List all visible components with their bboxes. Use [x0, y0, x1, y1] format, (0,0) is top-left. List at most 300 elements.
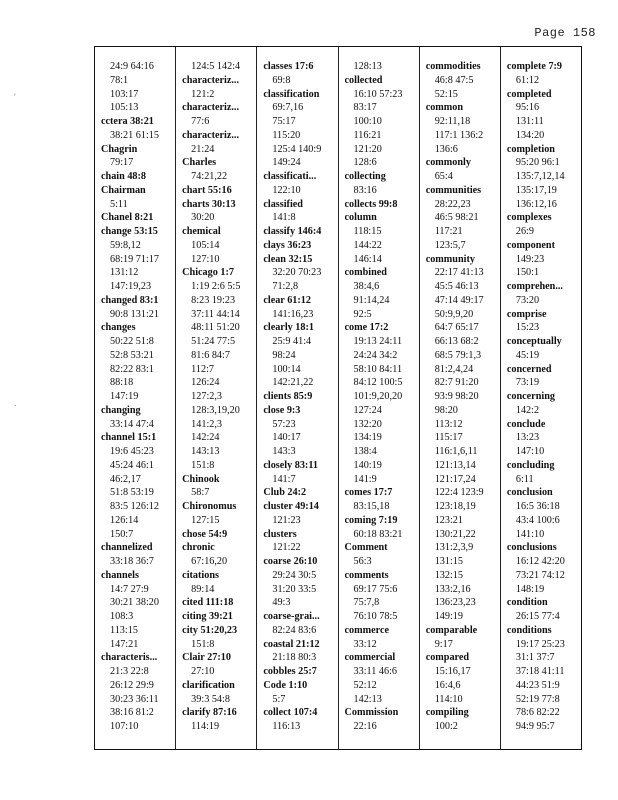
index-page-refs: 128:13 — [353, 61, 382, 72]
index-page-refs: 69:8 — [272, 74, 291, 86]
index-page-refs: 46:8 47:5 — [434, 74, 474, 86]
index-headword: comments — [344, 569, 389, 581]
index-page-refs: 47:14 49:17 — [434, 294, 484, 306]
index-page-refs: 58:10 84:11 — [353, 363, 403, 375]
index-page-refs: 88:18 — [110, 377, 134, 389]
index-page-refs: 114:19 — [191, 721, 220, 732]
index-headword: changed 83:1 — [101, 294, 159, 306]
index-page-refs: 121:13,14 — [434, 459, 476, 471]
index-headword: collecting — [344, 171, 386, 182]
index-page-refs: 6:11 — [515, 473, 534, 485]
index-page-refs: 98:20 — [434, 404, 458, 416]
index-headword: conclusions — [506, 542, 557, 554]
index-page-refs: 92:5 — [353, 308, 372, 320]
index-page-refs: 100:14 — [272, 363, 301, 375]
index-page-refs: 16:5 36:18 — [515, 501, 560, 512]
index-page-refs: 121:17,24 — [434, 473, 476, 485]
index-page-refs: 136:23,23 — [434, 597, 476, 609]
index-page-refs: 33:14 47:4 — [110, 418, 154, 430]
index-page-refs: 115:20 — [272, 129, 301, 141]
index-headword: Chairman — [101, 184, 146, 196]
index-page-refs: 126:14 — [110, 514, 139, 526]
index-headword: clients 85:9 — [263, 391, 313, 402]
index-page-refs: 26:12 29:9 — [110, 679, 154, 691]
index-page-refs: 14:7 27:9 — [110, 583, 149, 595]
index-page-refs: 5:11 — [110, 198, 128, 210]
index-page-refs: 56:3 — [353, 556, 372, 567]
index-headword: condition — [506, 597, 548, 609]
index-page-refs: 58:7 — [191, 487, 210, 499]
index-headword: component — [506, 239, 555, 251]
index-page-refs: 68:19 71:17 — [110, 253, 159, 265]
index-headword: clarification — [182, 679, 235, 691]
index-headword: commercial — [344, 652, 396, 664]
index-headword: collected — [344, 74, 383, 86]
index-headword: characteris... — [101, 652, 158, 664]
index-headword: chose 54:9 — [182, 528, 228, 540]
index-headword: cctera 38:21 — [101, 116, 154, 127]
index-page-refs: 82:24 83:6 — [272, 624, 317, 636]
index-page-refs: 30:21 38:20 — [110, 597, 159, 609]
index-headword: coming 7:19 — [344, 514, 398, 526]
index-page-refs: 128:6 — [353, 157, 377, 169]
index-page-refs: 105:14 — [191, 239, 220, 251]
index-headword: classificati... — [263, 171, 317, 182]
index-page-refs: 60:18 83:21 — [353, 528, 403, 540]
index-headword: completion — [506, 143, 555, 155]
index-page-refs: 113:12 — [434, 418, 463, 430]
index-headword: comprehen... — [506, 281, 563, 292]
index-page-refs: 142:2 — [515, 404, 540, 416]
index-page-refs: 105:13 — [110, 102, 139, 114]
index-page-refs: 90:8 131:21 — [110, 308, 159, 320]
index-headword: commonly — [425, 157, 471, 169]
index-page-refs: 130:21,22 — [434, 528, 476, 540]
index-page-refs: 46:2,17 — [110, 473, 141, 485]
index-page-refs: 91:14,24 — [353, 294, 390, 306]
index-page-refs: 131:12 — [110, 267, 139, 279]
index-page-refs: 38:16 81:2 — [110, 707, 154, 719]
index-headword: citing 39:21 — [182, 611, 233, 622]
index-page-refs: 16:12 42:20 — [515, 556, 565, 567]
index-page-refs: 77:6 — [191, 116, 210, 127]
index-page-refs: 81:2,4,24 — [434, 363, 474, 375]
index-headword: closely 83:11 — [263, 459, 318, 471]
index-page-refs: 22:17 41:13 — [434, 267, 484, 279]
index-page-refs: 43:4 100:6 — [515, 514, 560, 526]
index-page-refs: 15:23 — [515, 322, 540, 334]
index-page-refs: 15:16,17 — [434, 666, 471, 677]
index-page-refs: 82:7 91:20 — [434, 377, 479, 389]
index-page-refs: 113:15 — [110, 624, 138, 636]
index-page-refs: 44:23 51:9 — [515, 679, 560, 691]
index-page-refs: 131:11 — [515, 116, 544, 127]
index-page-refs: 52:8 53:21 — [110, 349, 154, 361]
margin-tick: ' — [14, 92, 16, 102]
index-page-refs: 121:2 — [191, 88, 215, 100]
index-page-refs: 83:17 — [353, 102, 377, 114]
index-headword: classify 146:4 — [263, 226, 322, 237]
index-page-refs: 147:19 — [110, 391, 139, 402]
index-headword: conditions — [506, 624, 552, 636]
index-headword: conceptually — [506, 336, 562, 347]
index-page-refs: 132:15 — [434, 569, 463, 581]
index-page-refs: 132:20 — [353, 418, 382, 430]
index-page-refs: 26:9 — [515, 226, 534, 237]
index-headword: clear 61:12 — [263, 294, 311, 306]
index-page-refs: 92:11,18 — [434, 116, 471, 127]
index-page-refs: 37:18 41:11 — [515, 666, 565, 677]
index-page-refs: 98:24 — [272, 349, 296, 361]
index-page-refs: 31:1 37:7 — [515, 652, 555, 664]
index-headword: Chinook — [182, 473, 220, 485]
index-headword: cluster 49:14 — [263, 501, 319, 512]
index-page-refs: 27:10 — [191, 666, 215, 677]
index-headword: channelized — [101, 542, 153, 554]
index-page-refs: 67:16,20 — [191, 556, 228, 567]
index-headword: Chanel 8:21 — [101, 212, 154, 224]
index-page-refs: 69:7,16 — [272, 102, 304, 114]
index-page-refs: 150:7 — [110, 528, 134, 540]
index-page-refs: 112:7 — [191, 363, 214, 375]
index-page-refs: 78:6 82:22 — [515, 707, 560, 719]
index-headword: Comment — [344, 542, 388, 554]
index-page-refs: 37:11 44:14 — [191, 308, 240, 320]
index-headword: Clair 27:10 — [182, 652, 231, 664]
index-page-refs: 122:4 123:9 — [434, 487, 484, 499]
index-page-refs: 76:10 78:5 — [353, 611, 398, 622]
index-headword: collects 99:8 — [344, 198, 398, 210]
index-page-refs: 46:5 98:21 — [434, 212, 479, 224]
index-headword: cited 111:18 — [182, 597, 234, 609]
index-page-refs: 123:18,19 — [434, 501, 476, 512]
index-page-refs: 52:12 — [353, 679, 377, 691]
index-headword: citations — [182, 569, 219, 581]
index-headword: come 17:2 — [344, 322, 389, 334]
index-page-refs: 57:23 — [272, 418, 296, 430]
index-page-refs: 24:24 34:2 — [353, 349, 398, 361]
index-page-refs: 126:24 — [191, 377, 220, 389]
index-page-refs: 38:4,6 — [353, 281, 380, 292]
index-page-refs: 131:15 — [434, 556, 463, 567]
index-page-refs: 116:13 — [272, 721, 301, 732]
index-page-refs: 73:19 — [515, 377, 540, 389]
index-headword: commodities — [425, 61, 481, 72]
index-column-2 — [175, 47, 256, 749]
index-headword: compiling — [425, 707, 469, 719]
index-page-refs: 82:22 83:1 — [110, 363, 154, 375]
index-headword: coastal 21:12 — [263, 638, 320, 650]
index-page-refs: 5:7 — [272, 693, 286, 705]
index-page-refs: 116:1,6,11 — [434, 446, 478, 457]
margin-tick: . — [14, 398, 17, 408]
index-page-refs: 116:21 — [353, 129, 382, 141]
index-headword: conclusion — [506, 487, 553, 499]
index-page-refs: 21:18 80:3 — [272, 652, 317, 664]
index-page-refs: 136:6 — [434, 143, 458, 155]
index-page-refs: 107:10 — [110, 721, 139, 732]
index-page-refs: 100:2 — [434, 721, 458, 732]
index-page-refs: 135:17,19 — [515, 184, 557, 196]
index-page-refs: 9:17 — [434, 638, 453, 650]
index-page-refs: 142:24 — [191, 432, 220, 444]
index-headword: characteriz... — [182, 102, 240, 114]
index-headword: communities — [425, 184, 482, 196]
index-page-refs: 149:19 — [434, 611, 463, 622]
index-page-refs: 127:24 — [353, 404, 382, 416]
index-page-refs: 142:21,22 — [272, 377, 314, 389]
index-headword: changes — [101, 322, 136, 334]
index-headword: clusters — [263, 528, 297, 540]
index-headword: Club 24:2 — [263, 487, 307, 499]
index-page-refs: 121:20 — [353, 143, 382, 155]
index-page-refs: 143:13 — [191, 446, 220, 457]
index-headword: common — [425, 102, 464, 114]
index-headword: comparable — [425, 624, 478, 636]
index-page-refs: 52:19 77:8 — [515, 693, 560, 705]
index-headword: characteriz... — [182, 74, 240, 86]
index-headword: Chicago 1:7 — [182, 267, 234, 279]
index-headword: concluding — [506, 459, 555, 471]
index-page-refs: 68:5 79:1,3 — [434, 349, 482, 361]
index-headword: clays 36:23 — [263, 239, 312, 251]
index-page-refs: 136:12,16 — [515, 198, 557, 210]
index-page-refs: 144:22 — [353, 239, 382, 251]
index-page-refs: 141:2,3 — [191, 418, 223, 430]
index-column-1 — [95, 47, 175, 749]
index-page-refs: 125:4 140:9 — [272, 143, 322, 155]
index-page-refs: 140:17 — [272, 432, 301, 444]
index-page-refs: 143:3 — [272, 446, 296, 457]
index-page-refs: 73:20 — [515, 294, 540, 306]
index-page-refs: 134:20 — [515, 129, 545, 141]
index-page-refs: 49:3 — [272, 597, 291, 609]
index-page-refs: 118:15 — [353, 226, 382, 237]
index-headword: channel 15:1 — [101, 432, 157, 444]
index-page-refs: 149:24 — [272, 157, 301, 169]
index-page-refs: 69:17 75:6 — [353, 583, 398, 595]
index-page-refs: 51:24 77:5 — [191, 336, 236, 347]
index-page-refs: 75:7,8 — [353, 597, 380, 609]
index-page-refs: 147:19,23 — [110, 281, 152, 292]
index-page-refs: 84:12 100:5 — [353, 377, 403, 389]
index-headword: close 9:3 — [263, 404, 301, 416]
index-headword: commerce — [344, 624, 390, 636]
index-page-refs: 61:12 — [515, 74, 540, 86]
index-headword: conclude — [506, 418, 546, 430]
index-page-refs: 25:9 41:4 — [272, 336, 312, 347]
index-page-refs: 30:20 — [191, 212, 215, 224]
index-page-refs: 146:14 — [353, 253, 382, 265]
index-page-refs: 71:2,8 — [272, 281, 299, 292]
index-page-refs: 16:4,6 — [434, 679, 461, 691]
index-page-refs: 29:24 30:5 — [272, 569, 317, 581]
index-page-refs: 141:10 — [515, 528, 545, 540]
index-page-refs: 101:9,20,20 — [353, 391, 403, 402]
index-column-5 — [419, 47, 500, 749]
index-page-refs: 22:16 — [353, 721, 377, 732]
index-page-refs: 150:1 — [515, 267, 540, 279]
index-headword: channels — [101, 569, 139, 581]
index-headword: city 51:20,23 — [182, 624, 238, 636]
index-page-refs: 74:21,22 — [191, 171, 228, 182]
index-headword: clean 32:15 — [263, 253, 313, 265]
index-headword: complete 7:9 — [506, 61, 563, 72]
index-page-refs: 78:1 — [110, 74, 129, 86]
index-page-refs: 89:14 — [191, 583, 215, 595]
index-page-refs: 93:9 98:20 — [434, 391, 479, 402]
index-page-refs: 8:23 19:23 — [191, 294, 236, 306]
index-page-refs: 117:21 — [434, 226, 463, 237]
index-page-refs: 141:8 — [272, 212, 296, 224]
index-page-refs: 83:15,18 — [353, 501, 390, 512]
index-headword: comes 17:7 — [344, 487, 393, 499]
index-page-refs: 24:9 64:16 — [110, 61, 154, 72]
index-page-refs: 38:21 61:15 — [110, 129, 159, 141]
index-headword: changing — [101, 404, 141, 416]
index-page-refs: 147:21 — [110, 638, 139, 650]
index-headword: completed — [506, 88, 552, 100]
index-page-refs: 33:12 — [353, 638, 377, 650]
index-page-refs: 51:8 53:19 — [110, 487, 154, 499]
index-page-refs: 32:20 70:23 — [272, 267, 322, 279]
index-page-refs: 133:2,16 — [434, 583, 471, 595]
index-page-refs: 28:22,23 — [434, 198, 471, 210]
index-page-refs: 117:1 136:2 — [434, 129, 484, 141]
index-page-refs: 50:22 51:8 — [110, 336, 154, 347]
index-page-refs: 26:15 77:4 — [515, 611, 560, 622]
index-page-refs: 142:13 — [353, 693, 382, 705]
index-headword: change 53:15 — [101, 226, 158, 237]
index-page-refs: 128:3,19,20 — [191, 404, 240, 416]
index-page-refs: 122:10 — [272, 184, 301, 196]
index-page-refs: 95:16 — [515, 102, 540, 114]
index-page-refs: 127:2,3 — [191, 391, 223, 402]
index-headword: compared — [425, 652, 470, 664]
index-page-refs: 39:3 54:8 — [191, 693, 230, 705]
index-page-refs: 131:2,3,9 — [434, 542, 474, 554]
index-headword: Commission — [344, 707, 399, 719]
index-headword: concerned — [506, 363, 552, 375]
index-page-refs: 103:17 — [110, 88, 139, 100]
index-page-refs: 16:10 57:23 — [353, 88, 403, 100]
index-page-refs: 19:6 45:23 — [110, 446, 154, 457]
index-page-refs: 83:16 — [353, 184, 377, 196]
index-page-refs: 83:5 126:12 — [110, 501, 159, 512]
index-page-refs: 50:9,9,20 — [434, 308, 474, 320]
index-headword: Code 1:10 — [263, 679, 308, 691]
index-page-refs: 33:18 36:7 — [110, 556, 154, 567]
index-page-refs: 79:17 — [110, 157, 134, 169]
index-headword: comprise — [506, 308, 547, 320]
index-headword: characteriz... — [182, 129, 240, 141]
index-headword: combined — [344, 267, 387, 279]
index-headword: chain 48:8 — [101, 171, 146, 182]
index-headword: chronic — [182, 542, 215, 554]
index-page-refs: 45:24 46:1 — [110, 459, 154, 471]
index-page-refs: 147:10 — [515, 446, 545, 457]
index-headword: coarse 26:10 — [263, 556, 318, 567]
index-headword: Charles — [182, 157, 217, 169]
index-page-refs: 13:23 — [515, 432, 540, 444]
index-page-refs: 19:17 25:23 — [515, 638, 565, 650]
index-headword: column — [344, 212, 377, 224]
index-headword: clearly 18:1 — [263, 322, 314, 334]
index-headword: classes 17:6 — [263, 61, 314, 72]
page-number-label: Page 158 — [534, 26, 596, 40]
index-page-refs: 138:4 — [353, 446, 377, 457]
index-page-refs: 48:11 51:20 — [191, 322, 240, 334]
index-page-refs: 134:19 — [353, 432, 382, 444]
index-page-refs: 65:4 — [434, 171, 453, 182]
index-page-refs: 124:5 142:4 — [191, 61, 241, 72]
index-page-refs: 151:8 — [191, 638, 215, 650]
index-page-refs: 127:15 — [191, 514, 220, 526]
index-page-refs: 52:15 — [434, 88, 458, 100]
index-headword: concerning — [506, 391, 555, 402]
index-headword: collect 107:4 — [263, 707, 318, 719]
index-page-refs: 108:3 — [110, 611, 134, 622]
word-index-table — [94, 46, 582, 750]
index-page-refs: 81:6 84:7 — [191, 349, 230, 361]
index-page-refs: 21:24 — [191, 143, 215, 155]
index-headword: cobbles 25:7 — [263, 666, 317, 677]
index-page-refs: 115:17 — [434, 432, 463, 444]
index-page-refs: 123:21 — [434, 514, 463, 526]
index-page-refs: 141:16,23 — [272, 308, 314, 320]
index-headword: clarify 87:16 — [182, 707, 237, 719]
index-headword: classified — [263, 198, 303, 210]
index-column-6 — [500, 47, 581, 749]
index-headword: Chironomus — [182, 501, 237, 512]
index-headword: classification — [263, 88, 320, 100]
index-headword: charts 30:13 — [182, 198, 236, 210]
index-page-refs: 66:13 68:2 — [434, 336, 479, 347]
index-page-refs: 123:5,7 — [434, 239, 466, 251]
index-page-refs: 59:8,12 — [110, 239, 141, 251]
index-page-refs: 95:20 96:1 — [515, 157, 560, 169]
index-page-refs: 75:17 — [272, 116, 296, 127]
index-page-refs: 114:10 — [434, 693, 463, 705]
index-page-refs: 73:21 74:12 — [515, 569, 565, 581]
index-page-refs: 149:23 — [515, 253, 545, 265]
index-page-refs: 121:22 — [272, 542, 301, 554]
index-page-refs: 141:7 — [272, 473, 296, 485]
index-page-refs: 100:10 — [353, 116, 382, 127]
index-page-refs: 45:5 46:13 — [434, 281, 479, 292]
index-headword: chemical — [182, 226, 221, 237]
index-page-refs: 33:11 46:6 — [353, 666, 398, 677]
index-page-refs: 19:13 24:11 — [353, 336, 403, 347]
index-page-refs: 31:20 33:5 — [272, 583, 317, 595]
index-page-refs: 121:23 — [272, 514, 301, 526]
index-headword: community — [425, 253, 475, 265]
index-page-refs: 30:23 36:11 — [110, 693, 159, 705]
index-page-refs: 94:9 95:7 — [515, 721, 555, 732]
index-headword: coarse-grai... — [263, 611, 320, 622]
index-page-refs: 64:7 65:17 — [434, 322, 479, 334]
index-page-refs: 148:19 — [515, 583, 545, 595]
index-page-refs: 45:19 — [515, 349, 540, 361]
index-column-3 — [256, 47, 337, 749]
index-page-refs: 151:8 — [191, 459, 215, 471]
index-page-refs: 21:3 22:8 — [110, 666, 149, 677]
index-headword: complexes — [506, 212, 552, 224]
index-page-refs: 140:19 — [353, 459, 382, 471]
index-page-refs: 141:9 — [353, 473, 377, 485]
index-headword: chart 55:16 — [182, 184, 232, 196]
index-page-refs: 1:19 2:6 5:5 — [191, 281, 241, 292]
